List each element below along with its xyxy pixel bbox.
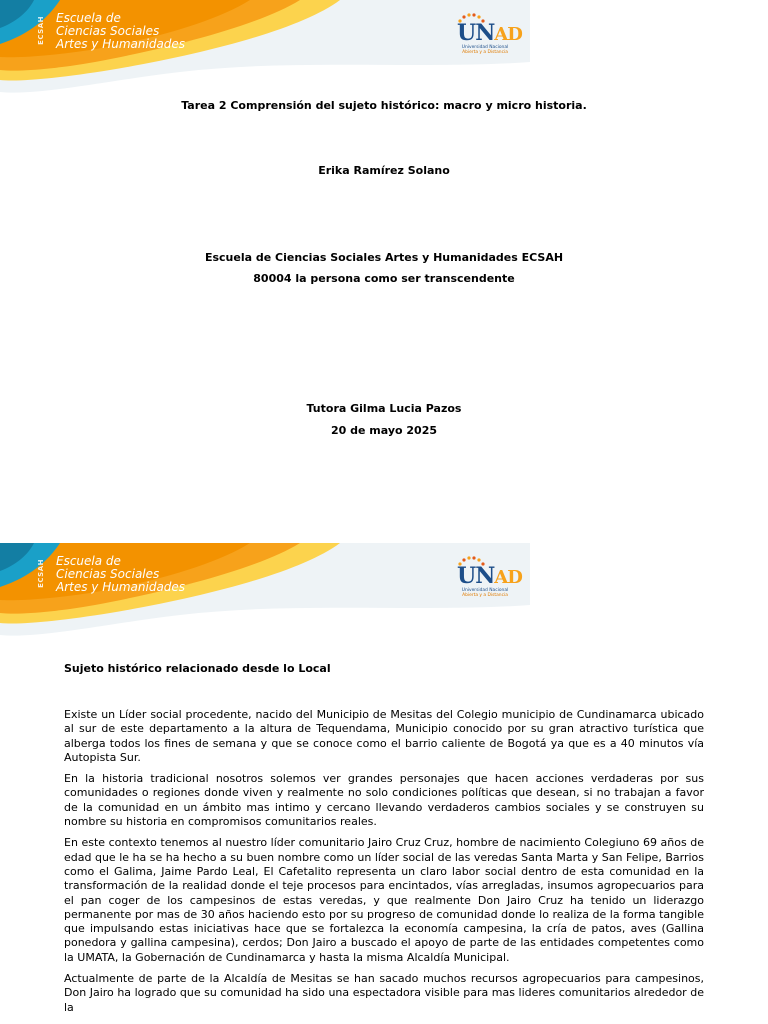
author-name: Erika Ramírez Solano: [318, 164, 450, 177]
logo-subtitle: Universidad Nacional Abierta y a Distancia: [461, 45, 509, 55]
ecsah-vertical-label: ECSAH: [37, 559, 45, 588]
school-line-2: Ciencias Sociales: [56, 567, 160, 581]
paragraph: En la historia tradicional nosotros solemos ver grandes personajes que hacen acciones verdaderas por sus comunidades o regiones donde viven y realmente no solo condiciones políticas que desean, si no trabajan a favor de la comunidad en un ámbito mas intimo y cercano llevando verdaderos cambios sociales y se construyen su nombre su historia en compromisos comunitarios reales.: [64, 772, 704, 829]
tutor-name: Tutora Gilma Lucia Pazos: [306, 402, 462, 415]
section-heading: Sujeto histórico relacionado desde lo Local: [64, 662, 331, 675]
school-line-3: Artes y Humanidades: [56, 580, 186, 594]
school-line-1: Escuela de: [56, 554, 121, 568]
course-name: 80004 la persona como ser transcendente: [253, 272, 515, 285]
logo-subtitle: Universidad Nacional Abierta y a Distancia: [461, 588, 509, 598]
body-text: [64, 708, 704, 1022]
document-title: Tarea 2 Comprensión del sujeto histórico: macro y micro historia.: [181, 99, 587, 112]
unad-logo: [452, 555, 522, 601]
document-date: 20 de mayo 2025: [330, 424, 438, 437]
logo-lettering: UNAD: [457, 563, 522, 589]
school-line-3: Artes y Humanidades: [56, 37, 186, 51]
school-line-2: Ciencias Sociales: [56, 24, 160, 38]
document-page-2: [0, 543, 768, 1024]
paragraph: En este contexto tenemos al nuestro líder comunitario Jairo Cruz Cruz, hombre de nacimiento Colegiuno 69 años de edad que le ha se ha hecho a su buen nombre como un líder social de las veredas Santa Marta y San Felipe, Barrios como el Galima, Jaime Pardo Leal, El Cafetalito representa un claro labor social dentro de esta comunidad en la transformación de la realidad donde el teje procesos para encintados, vías arregladas, insumos agropecuarios para el pan coger de los campesinos de estas veredas, y que realmente Don Jairo Cruz ha tenido un liderazgo permanente por mas de 30 años haciendo esto por su progreso de comunidad donde lo realiza de la forma tangible que impulsando estas iniciativas hace que se fortalezca la economía campesina, la cría de patos, aves (Gallina ponedora y gallina campesina), cerdos; Don Jairo a buscado el apoyo de parte de las entidades competentes como la UMATA, la Gobernación de Cundinamarca y hasta la misma Alcaldía Municipal.: [64, 836, 704, 964]
school-name: Escuela de Ciencias Sociales Artes y Humanidades ECSAH: [204, 251, 564, 264]
logo-lettering: UNAD: [457, 20, 522, 46]
header-banner: [0, 543, 530, 643]
paragraph: Existe un Líder social procedente, nacido del Municipio de Mesitas del Colegio municipio de Cundinamarca ubicado al sur de este departamento a la altura de Tequendama, Municipio conocido por su gran atractivo turística que alberga todos los fines de semana y que se conoce como el barrio caliente de Bogotá ya que es a 40 minutos vía Autopista Sur.: [64, 708, 704, 764]
unad-logo: [452, 12, 522, 58]
school-name-banner: [56, 12, 185, 51]
school-line-1: Escuela de: [56, 11, 121, 25]
paragraph: Actualmente de parte de la Alcaldía de Mesitas se han sacado muchos recursos agropecuarios para campesinos, Don Jairo ha logrado que su comunidad ha sido una espectadora visible para mas lideres comunitarios alrededor de la: [64, 972, 704, 1014]
school-name-banner: [56, 555, 185, 594]
header-banner: [0, 0, 530, 100]
ecsah-vertical-label: ECSAH: [37, 16, 45, 45]
